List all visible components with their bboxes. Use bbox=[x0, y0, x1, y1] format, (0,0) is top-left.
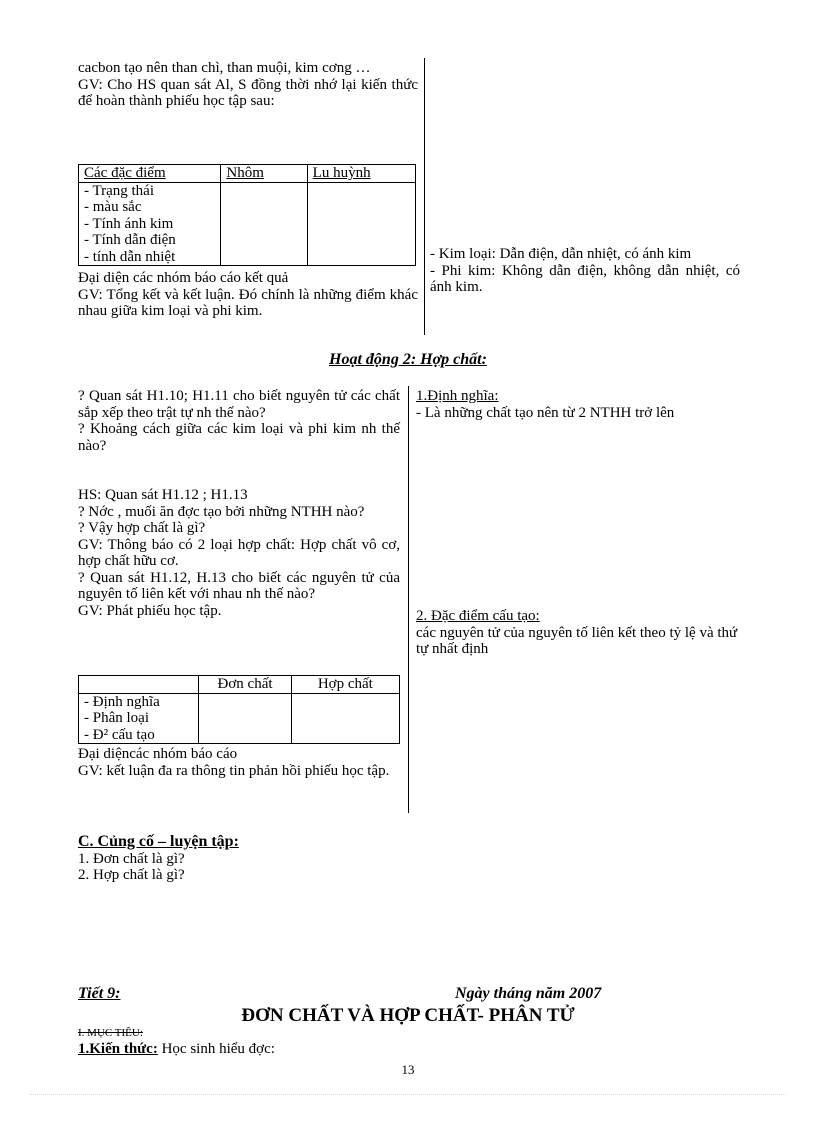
section1-left-after-table bbox=[78, 270, 418, 320]
table-header-row bbox=[79, 165, 416, 183]
section2-left-column bbox=[78, 388, 400, 619]
paragraph: Đại diệncác nhóm báo cáo bbox=[78, 746, 238, 762]
table-row-label: - tính dẫn nhiệt bbox=[84, 248, 176, 265]
review-section bbox=[78, 834, 478, 884]
table-row bbox=[79, 693, 400, 744]
paragraph: HS: Quan sát H1.12 ; H1.13 bbox=[78, 487, 248, 503]
spacer bbox=[78, 454, 400, 487]
paragraph: Đại diện các nhóm báo cáo kết quả bbox=[78, 270, 289, 286]
table-cell bbox=[307, 182, 415, 266]
paragraph: GV: Cho HS quan sát Al, S đồng thời nhớ lại kiến thức để hoàn thành phiếu học tập sau: bbox=[78, 76, 418, 109]
definition-block bbox=[416, 388, 742, 421]
subheading: 2. Đặc điểm cấu tạo: bbox=[416, 608, 540, 624]
table-header-cell: Nhôm bbox=[221, 165, 307, 183]
lesson-number: Tiết 9: bbox=[78, 985, 121, 1002]
table-cell bbox=[291, 693, 399, 744]
lesson-date: Ngày tháng năm 2007 bbox=[455, 985, 602, 1002]
knowledge-text: Học sinh hiểu đợc: bbox=[157, 1041, 275, 1057]
lesson-title: ĐƠN CHẤT VÀ HỢP CHẤT- PHÂN TỬ bbox=[241, 1005, 575, 1026]
section2-left-after-table bbox=[78, 746, 400, 779]
structure-block bbox=[416, 608, 742, 658]
paragraph: GV: kết luận đa ra thông tin phản hồi phiếu học tập. bbox=[78, 762, 390, 779]
table-row-label: - Định nghĩa bbox=[84, 693, 160, 710]
paragraph: ? Quan sát H1.12, H.13 cho biết các nguyên tử của nguyên tố liên kết với nhau nh thế nào? bbox=[78, 569, 400, 602]
paragraph: ? Vậy hợp chất là gì? bbox=[78, 520, 206, 536]
section1-right-column bbox=[430, 246, 740, 296]
paragraph: GV: Tổng kết và kết luận. Đó chính là những điểm khác nhau giữa kim loại và phi kim. bbox=[78, 286, 418, 319]
table-header-cell bbox=[79, 676, 199, 694]
table-header-cell: Lu huỳnh bbox=[307, 165, 415, 183]
section1-left-column bbox=[78, 60, 418, 110]
table-header-cell: Hợp chất bbox=[291, 676, 399, 694]
table-row-label: - màu sắc bbox=[84, 199, 142, 215]
table-row-label: - Tính dẫn điện bbox=[84, 232, 176, 248]
table-row-label: - Trạng thái bbox=[84, 182, 155, 199]
objectives-label: I. MỤC TIÊU: bbox=[78, 1027, 143, 1039]
paragraph: cacbon tạo nên than chì, than muội, kim cơng … bbox=[78, 60, 371, 76]
paragraph: - Là những chất tạo nên từ 2 NTHH trở lên bbox=[416, 404, 675, 421]
knowledge-label: 1.Kiến thức: bbox=[78, 1041, 158, 1057]
activity-heading: Hoạt động 2: Hợp chất: bbox=[329, 351, 487, 368]
paragraph: ? Quan sát H1.10; H1.11 cho biết nguyên tử các chất sắp xếp theo trật tự nh thế nào? bbox=[78, 388, 400, 421]
knowledge-line bbox=[78, 1041, 275, 1058]
column-divider-top bbox=[424, 58, 425, 335]
table-header-cell: Các đặc điểm bbox=[79, 165, 221, 183]
paragraph: GV: Thông báo có 2 loại hợp chất: Hợp chất vô cơ, hợp chất hữu cơ. bbox=[78, 536, 400, 569]
properties-table bbox=[78, 164, 416, 266]
table-row-label: - Đ² cấu tạo bbox=[84, 726, 155, 743]
table-header-cell: Đơn chất bbox=[199, 676, 291, 694]
paragraph: ? Nớc , muối ăn đợc tạo bởi những NTHH nào? bbox=[78, 503, 365, 520]
comparison-table bbox=[78, 675, 400, 744]
page-number: 13 bbox=[401, 1062, 415, 1077]
column-divider-middle bbox=[408, 386, 409, 813]
table-row-label: - Tính ánh kim bbox=[84, 215, 174, 232]
paragraph: - Kim loại: Dẫn điện, dẫn nhiệt, có ánh kim bbox=[430, 246, 692, 262]
table-cell bbox=[221, 182, 307, 266]
paragraph: GV: Phát phiếu học tập. bbox=[78, 602, 222, 619]
list-item: 2. Hợp chất là gì? bbox=[78, 867, 185, 883]
paragraph: ? Khoảng cách giữa các kim loại và phi kim nh thế nào? bbox=[78, 421, 400, 454]
section-title: C. Củng cố – luyện tập: bbox=[78, 833, 239, 850]
table-cell bbox=[79, 693, 199, 744]
page-bottom-divider bbox=[30, 1094, 786, 1095]
table-row bbox=[79, 182, 416, 266]
subheading: 1.Định nghĩa: bbox=[416, 388, 499, 404]
table-row-label: - Phân loại bbox=[84, 710, 149, 726]
paragraph: - Phi kim: Không dẫn điện, không dẫn nhiệt, có ánh kim. bbox=[430, 262, 740, 295]
list-item: 1. Đơn chất là gì? bbox=[78, 850, 185, 867]
table-cell bbox=[79, 182, 221, 266]
table-header-row bbox=[79, 676, 400, 694]
table-cell bbox=[199, 693, 291, 744]
paragraph: các nguyên tử của nguyên tố liên kết theo tỷ lệ và thứ tự nhất định bbox=[416, 624, 738, 657]
